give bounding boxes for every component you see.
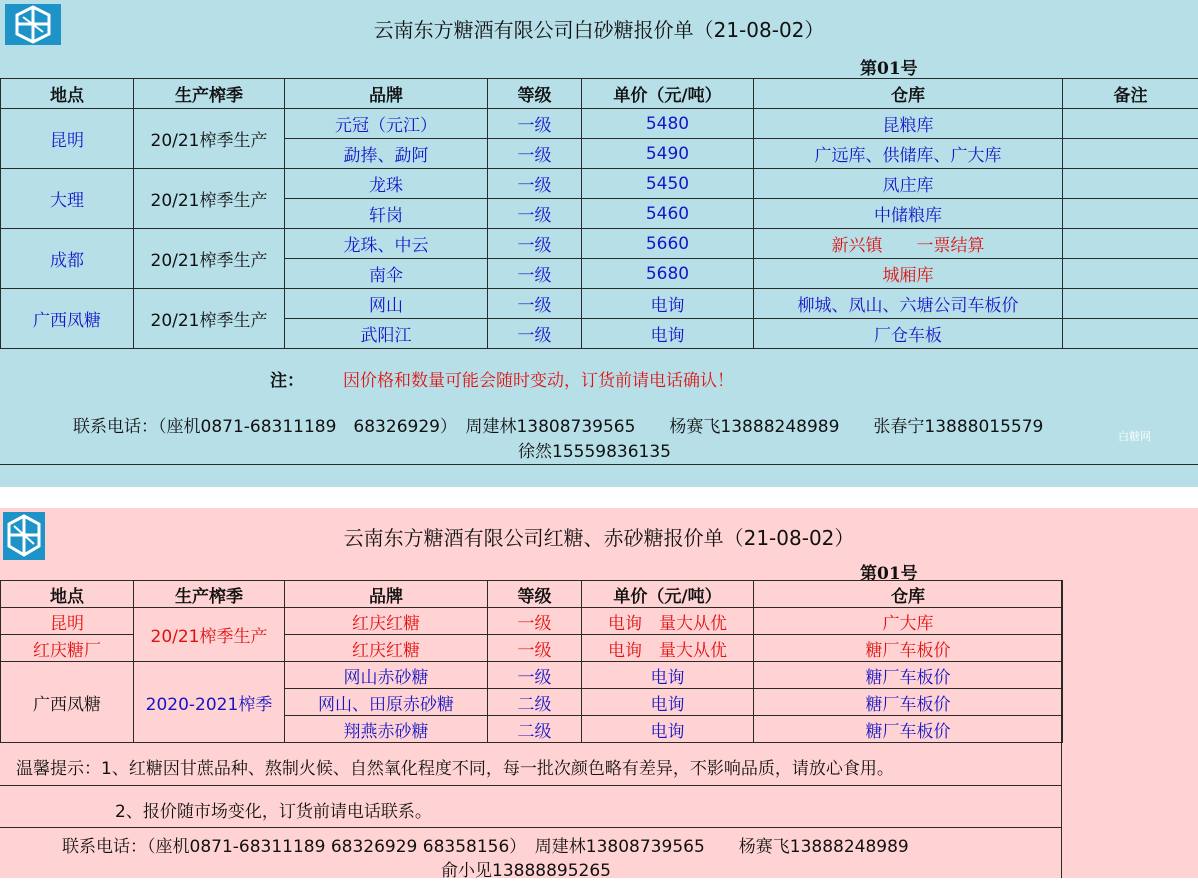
location-cell: 广西凤糖	[1, 289, 134, 349]
note-label: 注：	[270, 366, 304, 391]
remarks-cell	[1063, 289, 1198, 319]
sheet-title: 云南东方糖酒有限公司红糖、赤砂糖报价单（21-08-02）	[0, 522, 1198, 551]
watermark: 白糖网	[1118, 428, 1151, 444]
location-cell: 广西凤糖	[1, 662, 134, 743]
tip-line-2: 2、报价随市场变化，订货前请电话联系。	[115, 797, 432, 822]
brand-cell: 龙珠	[285, 169, 488, 199]
header-season: 生产榨季	[134, 79, 285, 109]
table-row	[1, 109, 1198, 139]
location-cell: 大理	[1, 169, 134, 229]
table-row	[1, 229, 1198, 259]
header-grade: 等级	[488, 581, 582, 608]
sheet-title: 云南东方糖酒有限公司白砂糖报价单（21-08-02）	[0, 14, 1198, 43]
season-cell: 20/21榨季生产	[134, 229, 285, 289]
grade-cell: 一级	[488, 199, 582, 229]
season-cell: 20/21榨季生产	[134, 608, 285, 662]
price-cell: 电询	[582, 716, 754, 743]
warehouse-cell: 城厢库	[754, 259, 1063, 289]
table-row	[1, 289, 1198, 319]
brown-price-table	[0, 580, 1063, 743]
grade-cell: 一级	[488, 635, 582, 662]
location-cell: 昆明	[1, 608, 134, 635]
warehouse-cell: 糖厂车板价	[754, 662, 1063, 689]
contact-line: 联系电话：（座机0871-68311189 68326929） 周建林13808739565 杨赛飞13888248989 张春宁13888015579	[73, 412, 1043, 437]
contact-line-2: 俞小见13888895265	[441, 856, 611, 881]
price-cell: 5680	[582, 259, 754, 289]
header-location: 地点	[1, 581, 134, 608]
header-remarks: 备注	[1063, 79, 1198, 109]
header-price: 单价（元/吨）	[582, 581, 754, 608]
price-cell: 5490	[582, 139, 754, 169]
sheet-number: 第01号	[860, 54, 918, 79]
header-warehouse: 仓库	[754, 581, 1063, 608]
warehouse-cell: 柳城、凤山、六塘公司车板价	[754, 289, 1063, 319]
season-cell: 20/21榨季生产	[134, 169, 285, 229]
warehouse-cell: 中储粮库	[754, 199, 1063, 229]
tip-line-1: 温馨提示：1、红糖因甘蔗品种、熬制火候、自然氧化程度不同，每一批次颜色略有差异，不影响品质，请放心食用。	[16, 754, 894, 779]
season-cell: 2020-2021榨季	[134, 662, 285, 743]
white-price-table	[0, 78, 1198, 349]
season-cell: 20/21榨季生产	[134, 109, 285, 169]
warehouse-cell: 糖厂车板价	[754, 635, 1063, 662]
price-cell: 5460	[582, 199, 754, 229]
remarks-cell	[1063, 139, 1198, 169]
brand-cell: 翔燕赤砂糖	[285, 716, 488, 743]
price-cell: 电询	[582, 289, 754, 319]
warehouse-cell: 厂仓车板	[754, 319, 1063, 349]
sheet-number: 第01号	[860, 559, 918, 584]
brand-cell: 勐捧、勐阿	[285, 139, 488, 169]
table-row	[1, 662, 1063, 689]
brand-cell: 轩岗	[285, 199, 488, 229]
brand-cell: 网山、田原赤砂糖	[285, 689, 488, 716]
warehouse-cell: 昆粮库	[754, 109, 1063, 139]
grade-cell: 一级	[488, 169, 582, 199]
contact-line-2: 徐然15559836135	[518, 437, 671, 462]
divider	[0, 464, 1198, 465]
price-cell: 5660	[582, 229, 754, 259]
header-season: 生产榨季	[134, 581, 285, 608]
grade-cell: 二级	[488, 716, 582, 743]
warehouse-cell: 广大库	[754, 608, 1063, 635]
remarks-cell	[1063, 259, 1198, 289]
grade-cell: 一级	[488, 662, 582, 689]
divider	[0, 827, 1062, 828]
brand-cell: 龙珠、中云	[285, 229, 488, 259]
price-cell: 电询	[582, 662, 754, 689]
table-header	[1, 79, 1198, 109]
header-brand: 品牌	[285, 581, 488, 608]
warehouse-cell: 新兴镇 一票结算	[754, 229, 1063, 259]
location-cell: 红庆糖厂	[1, 635, 134, 662]
grade-cell: 一级	[488, 139, 582, 169]
brown-sugar-sheet	[0, 508, 1198, 878]
price-cell: 电询	[582, 689, 754, 716]
location-cell: 成都	[1, 229, 134, 289]
header-price: 单价（元/吨）	[582, 79, 754, 109]
grade-cell: 二级	[488, 689, 582, 716]
grade-cell: 一级	[488, 319, 582, 349]
brand-cell: 红庆红糖	[285, 635, 488, 662]
table-header	[1, 581, 1063, 608]
brand-cell: 元冠（元江）	[285, 109, 488, 139]
grade-cell: 一级	[488, 109, 582, 139]
price-cell: 电询	[582, 319, 754, 349]
grade-cell: 一级	[488, 229, 582, 259]
brand-cell: 武阳江	[285, 319, 488, 349]
header-location: 地点	[1, 79, 134, 109]
grade-cell: 一级	[488, 608, 582, 635]
remarks-cell	[1063, 169, 1198, 199]
note-text: 因价格和数量可能会随时变动，订货前请电话确认！	[343, 366, 734, 391]
contact-line: 联系电话：（座机0871-68311189 68326929 68358156） 周建林13808739565 杨赛飞13888248989	[62, 832, 909, 857]
brand-cell: 红庆红糖	[285, 608, 488, 635]
divider	[0, 785, 1062, 786]
price-cell: 电询 量大从优	[582, 635, 754, 662]
grade-cell: 一级	[488, 259, 582, 289]
brand-cell: 网山	[285, 289, 488, 319]
remarks-cell	[1063, 109, 1198, 139]
price-cell: 5480	[582, 109, 754, 139]
brand-cell: 网山赤砂糖	[285, 662, 488, 689]
warehouse-cell: 糖厂车板价	[754, 716, 1063, 743]
warehouse-cell: 凤庄库	[754, 169, 1063, 199]
price-cell: 5450	[582, 169, 754, 199]
remarks-cell	[1063, 199, 1198, 229]
season-cell: 20/21榨季生产	[134, 289, 285, 349]
remarks-cell	[1063, 229, 1198, 259]
brand-cell: 南伞	[285, 259, 488, 289]
header-warehouse: 仓库	[754, 79, 1063, 109]
warehouse-cell: 广远库、供储库、广大库	[754, 139, 1063, 169]
header-grade: 等级	[488, 79, 582, 109]
remarks-cell	[1063, 319, 1198, 349]
location-cell: 昆明	[1, 109, 134, 169]
right-border	[1061, 580, 1062, 878]
table-row	[1, 608, 1063, 635]
table-row	[1, 169, 1198, 199]
warehouse-cell: 糖厂车板价	[754, 689, 1063, 716]
header-brand: 品牌	[285, 79, 488, 109]
grade-cell: 一级	[488, 289, 582, 319]
price-cell: 电询 量大从优	[582, 608, 754, 635]
